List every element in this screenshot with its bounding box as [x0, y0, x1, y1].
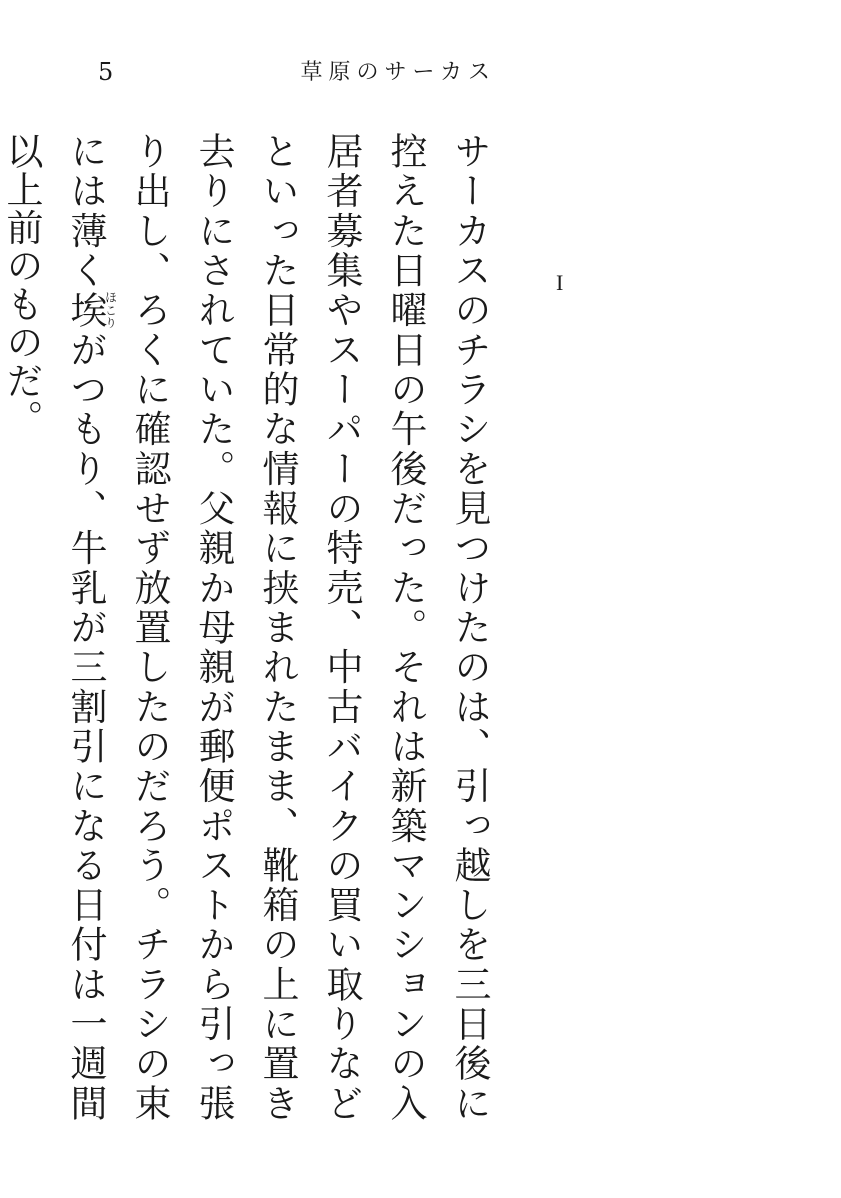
- ruby-reading: ほこり: [103, 290, 118, 329]
- page-number: 5: [98, 58, 114, 86]
- body-text: [0, 132, 501, 1122]
- chapter-number: I: [556, 270, 564, 295]
- ruby-hokori: [64, 290, 118, 331]
- running-title: 草原のサーカス: [300, 60, 496, 85]
- paragraph-1: [0, 132, 501, 1122]
- ruby-base: 埃: [64, 290, 107, 331]
- paragraph-1-text: サーカスのチラシを見つけたのは、引っ越しを三日後に控えた日曜日の午後だった。それは新築マンションの入居者募集やスーパーの特売、中古バイクの買い取りなどといった日常的な情報に挟まれたまま、靴箱の上に置き去りにされていた。父親か母親が郵便ポストから引っ張り出し、ろくに確認せず放置したのだろう。チラシの束には薄く: [64, 132, 491, 1122]
- paragraph-1-text-end: がつもり、牛乳が三割引になる日付は一週間以上前のものだ。: [0, 132, 107, 1123]
